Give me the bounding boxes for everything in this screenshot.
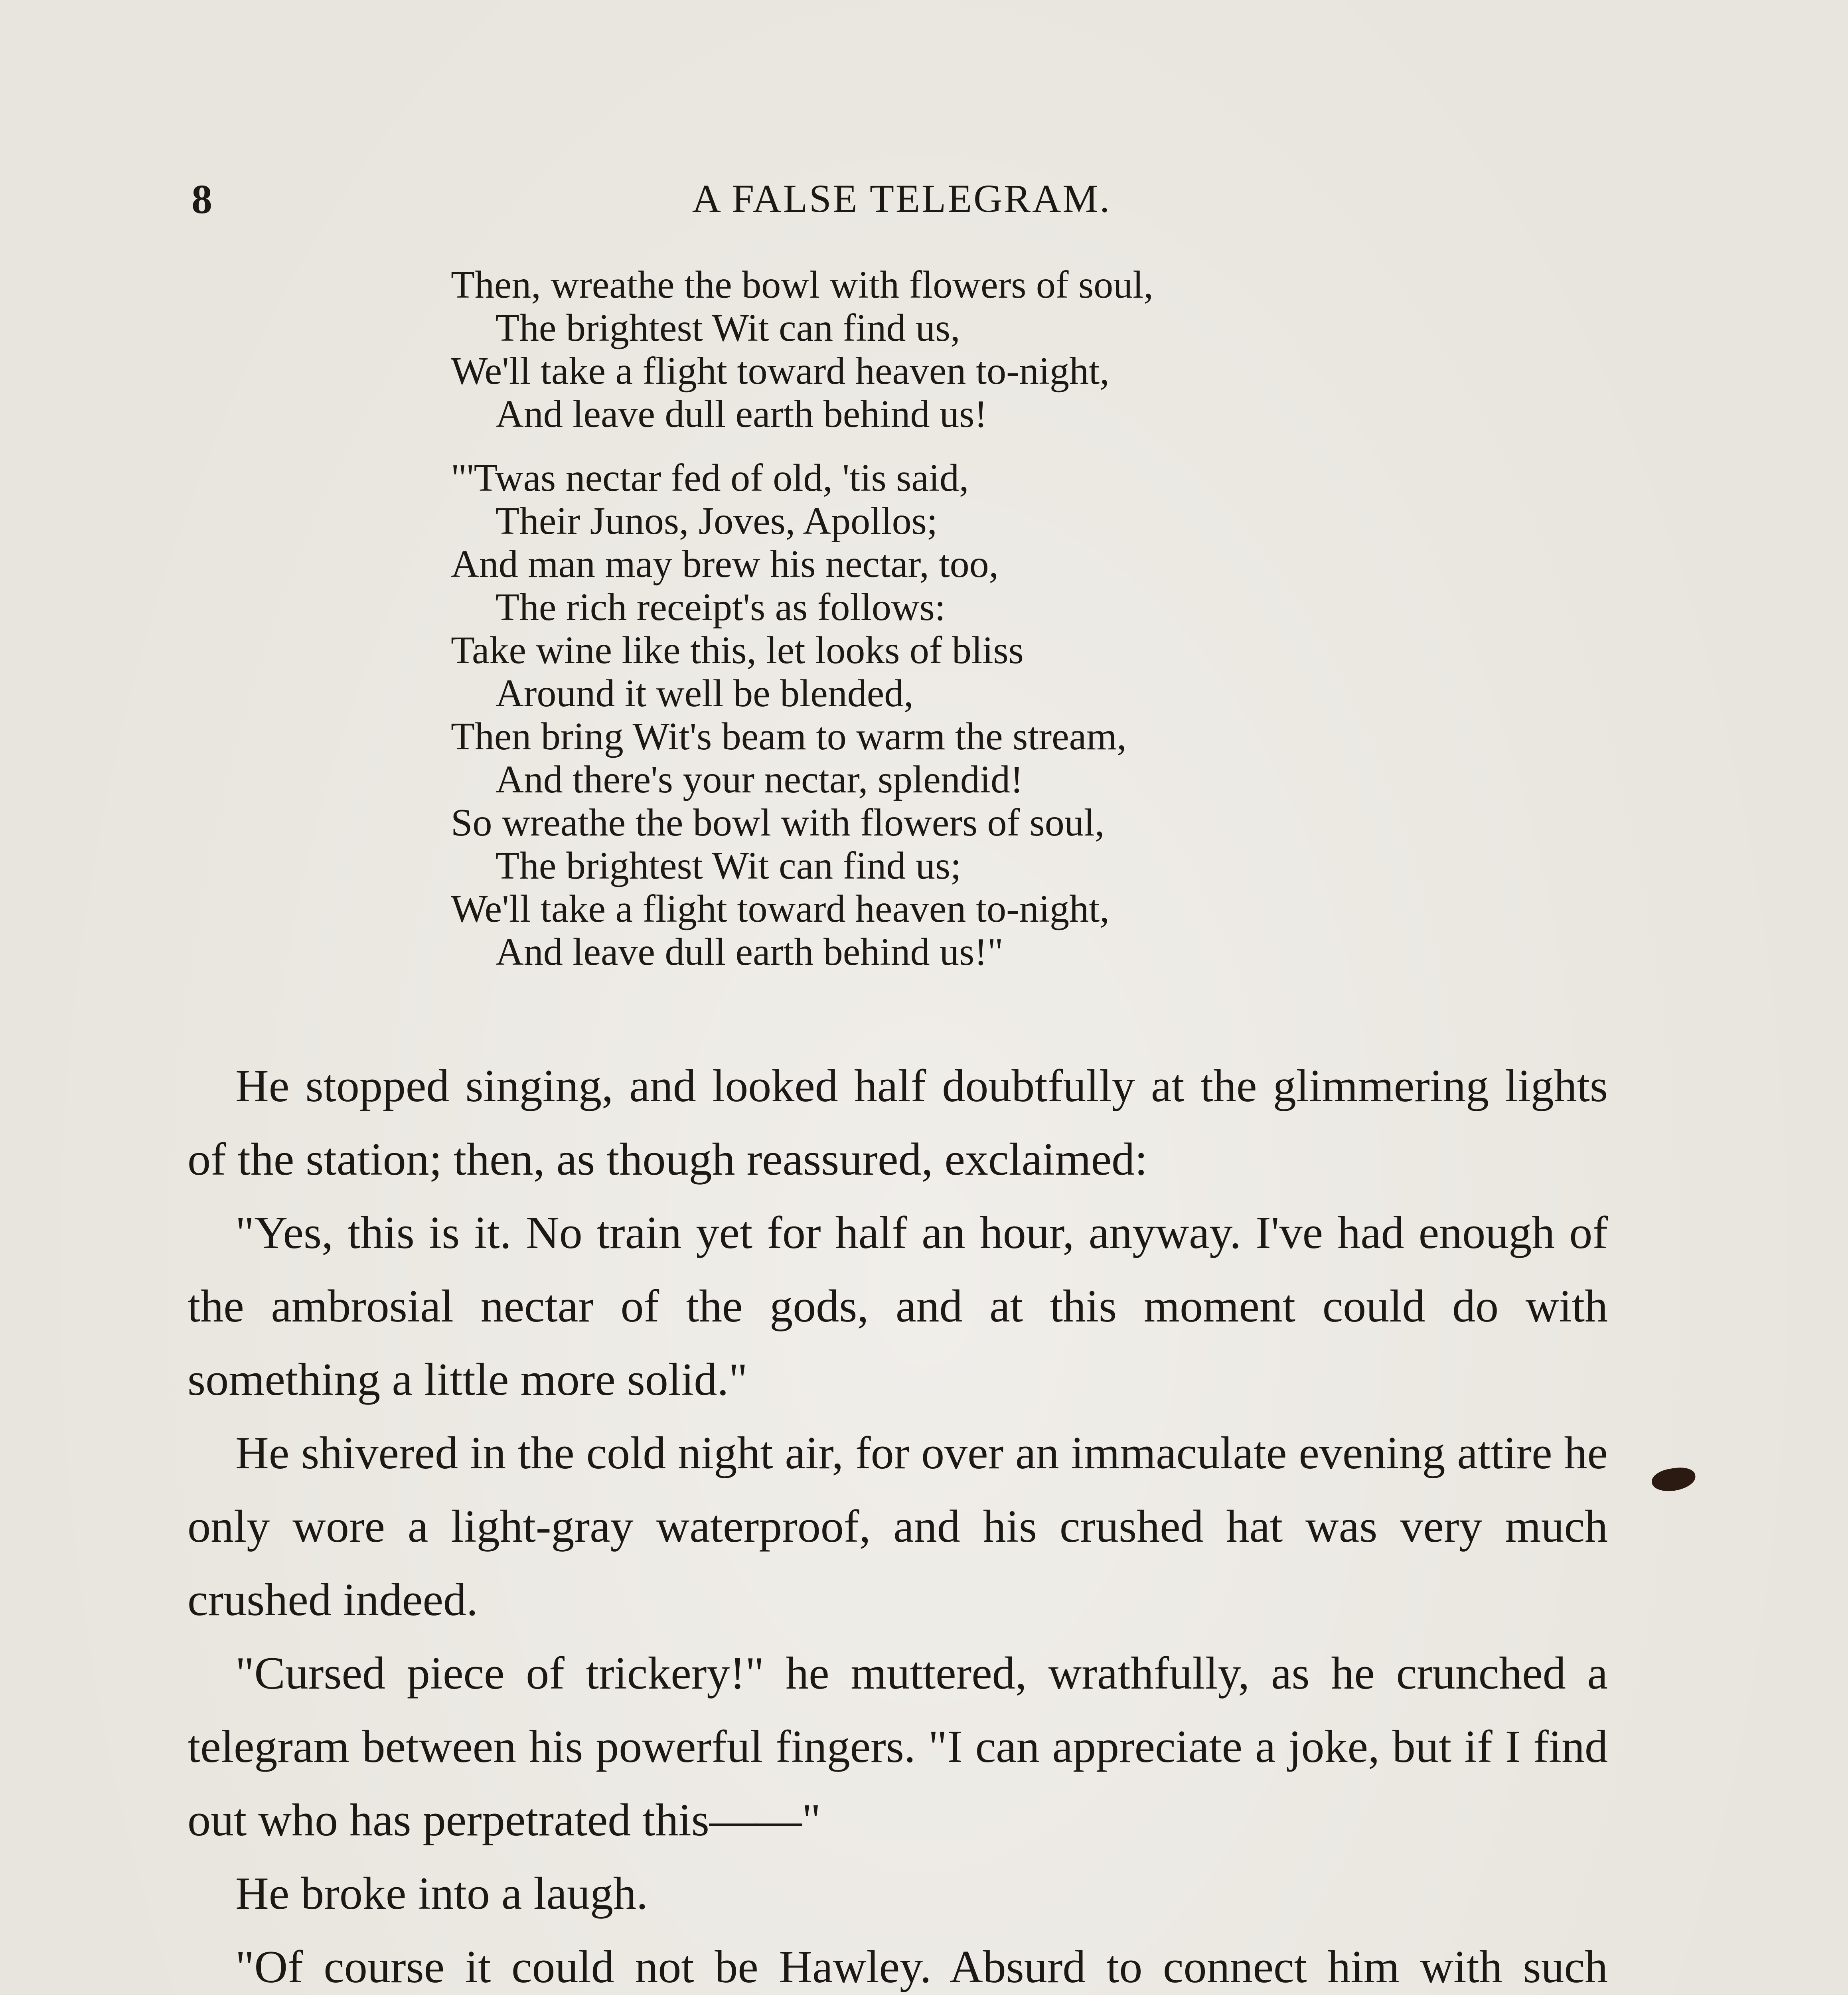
paragraph: He stopped singing, and looked half doubtfully at the glimmering lights of the station; then, as though reassured, exclaimed: xyxy=(188,1061,1608,1185)
poem xyxy=(451,263,1488,994)
poem-line: And man may brew his nectar, too, xyxy=(451,543,999,586)
paragraph: He broke into a laugh. xyxy=(235,1868,648,1919)
paragraph: "Of course it could not be Hawley. Absurd to connect him with such xyxy=(235,1942,1608,1993)
poem-line: And leave dull earth behind us! xyxy=(496,393,987,436)
paragraph: "Cursed piece of trickery!" he muttered, wrathfully, as he crunched a telegram between his powerful fingers. "I can appreciate a joke, but if I find out who has perpetrated this——" xyxy=(188,1648,1608,1846)
poem-line: The brightest Wit can find us; xyxy=(496,844,962,887)
poem-stanza xyxy=(451,263,1488,436)
poem-line: Around it well be blended, xyxy=(496,672,914,715)
paragraph: He shivered in the cold night air, for over an immaculate evening attire he only wore a light-gray waterproof, and his crushed hat was very much crushed indeed. xyxy=(188,1428,1608,1626)
running-title: A FALSE TELEGRAM. xyxy=(692,176,1112,221)
poem-line: We'll take a flight toward heaven to-night, xyxy=(451,887,1110,930)
poem-line: Their Junos, Joves, Apollos; xyxy=(496,500,938,543)
poem-stanza xyxy=(451,456,1488,974)
poem-line: The rich receipt's as follows: xyxy=(496,586,946,629)
poem-line: So wreathe the bowl with flowers of soul, xyxy=(451,801,1105,844)
poem-line: Then bring Wit's beam to warm the stream, xyxy=(451,715,1127,758)
poem-line: The brightest Wit can find us, xyxy=(496,306,960,350)
body-text xyxy=(188,1049,1608,1995)
poem-line: "'Twas nectar fed of old, 'tis said, xyxy=(451,456,969,500)
poem-line: Then, wreathe the bowl with flowers of soul, xyxy=(451,263,1153,306)
ink-spot xyxy=(1651,1466,1697,1494)
poem-line: We'll take a flight toward heaven to-night, xyxy=(451,350,1110,393)
page-header xyxy=(192,176,1612,247)
page-number: 8 xyxy=(192,176,212,222)
poem-line: Take wine like this, let looks of bliss xyxy=(451,629,1024,672)
paragraph: "Yes, this is it. No train yet for half an hour, anyway. I've had enough of the ambrosial nectar of the gods, and at this moment could do with something a little more solid." xyxy=(188,1207,1608,1405)
poem-line: And leave dull earth behind us!" xyxy=(496,930,1003,974)
poem-line: And there's your nectar, splendid! xyxy=(496,758,1023,801)
